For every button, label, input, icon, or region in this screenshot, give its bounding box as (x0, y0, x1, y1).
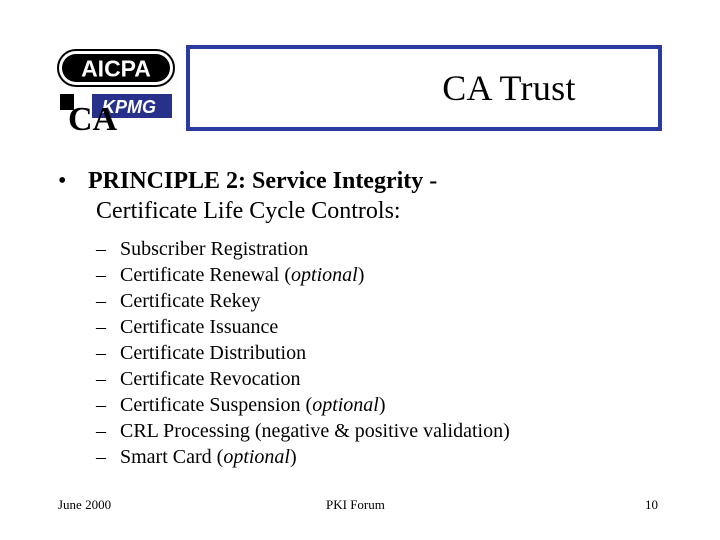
list-item-text: Certificate Issuance (120, 316, 279, 338)
dash-marker: – (96, 290, 106, 312)
optional-label: optional (312, 394, 379, 416)
ca-kpmg-logo (58, 88, 176, 134)
list-item-text: Certificate Distribution (120, 342, 307, 364)
list-item-text-end: ) (357, 264, 365, 286)
list-item (96, 444, 510, 470)
list-item (96, 392, 510, 418)
list-item-text: Subscriber Registration (120, 238, 309, 260)
dash-marker: – (96, 238, 106, 260)
list-item-text-end: ) (378, 394, 386, 416)
ca-logo-text: CA (68, 101, 118, 134)
list-item (96, 314, 510, 340)
list-item (96, 236, 510, 262)
aicpa-logo (56, 47, 176, 89)
list-item-text: Certificate Renewal ( (120, 264, 292, 286)
dash-marker: – (96, 264, 106, 286)
principle-heading: PRINCIPLE 2: Service Integrity - (88, 168, 438, 194)
optional-label: optional (223, 446, 290, 468)
list-item (96, 288, 510, 314)
list-item (96, 366, 510, 392)
list-item-text: Certificate Rekey (120, 290, 261, 312)
title-box (186, 45, 662, 131)
list-item (96, 262, 510, 288)
footer-page-number: 10 (645, 497, 658, 512)
footer-center-text: PKI Forum (326, 497, 385, 512)
list-item-text: CRL Processing (negative & positive validation) (120, 420, 510, 442)
dash-marker: – (96, 394, 106, 416)
dash-marker: – (96, 342, 106, 364)
optional-label: optional (291, 264, 358, 286)
list-item (96, 340, 510, 366)
list-item-text: Certificate Revocation (120, 368, 301, 390)
list-item-text: Smart Card ( (120, 446, 224, 468)
dash-marker: – (96, 316, 106, 338)
kpmg-logo-text: KPMG (102, 97, 156, 117)
slide-title: CA Trust (442, 68, 576, 108)
dash-marker: – (96, 368, 106, 390)
list-item-text-end: ) (289, 446, 297, 468)
footer-date: June 2000 (58, 497, 112, 512)
bullet-dot-icon: • (58, 168, 67, 194)
principle-subheading: Certificate Life Cycle Controls: (96, 198, 401, 224)
dash-marker: – (96, 446, 106, 468)
dash-marker: – (96, 420, 106, 442)
controls-list (96, 236, 510, 470)
aicpa-logo-text: AICPA (81, 55, 151, 82)
list-item (96, 418, 510, 444)
list-item-text: Certificate Suspension ( (120, 394, 313, 416)
